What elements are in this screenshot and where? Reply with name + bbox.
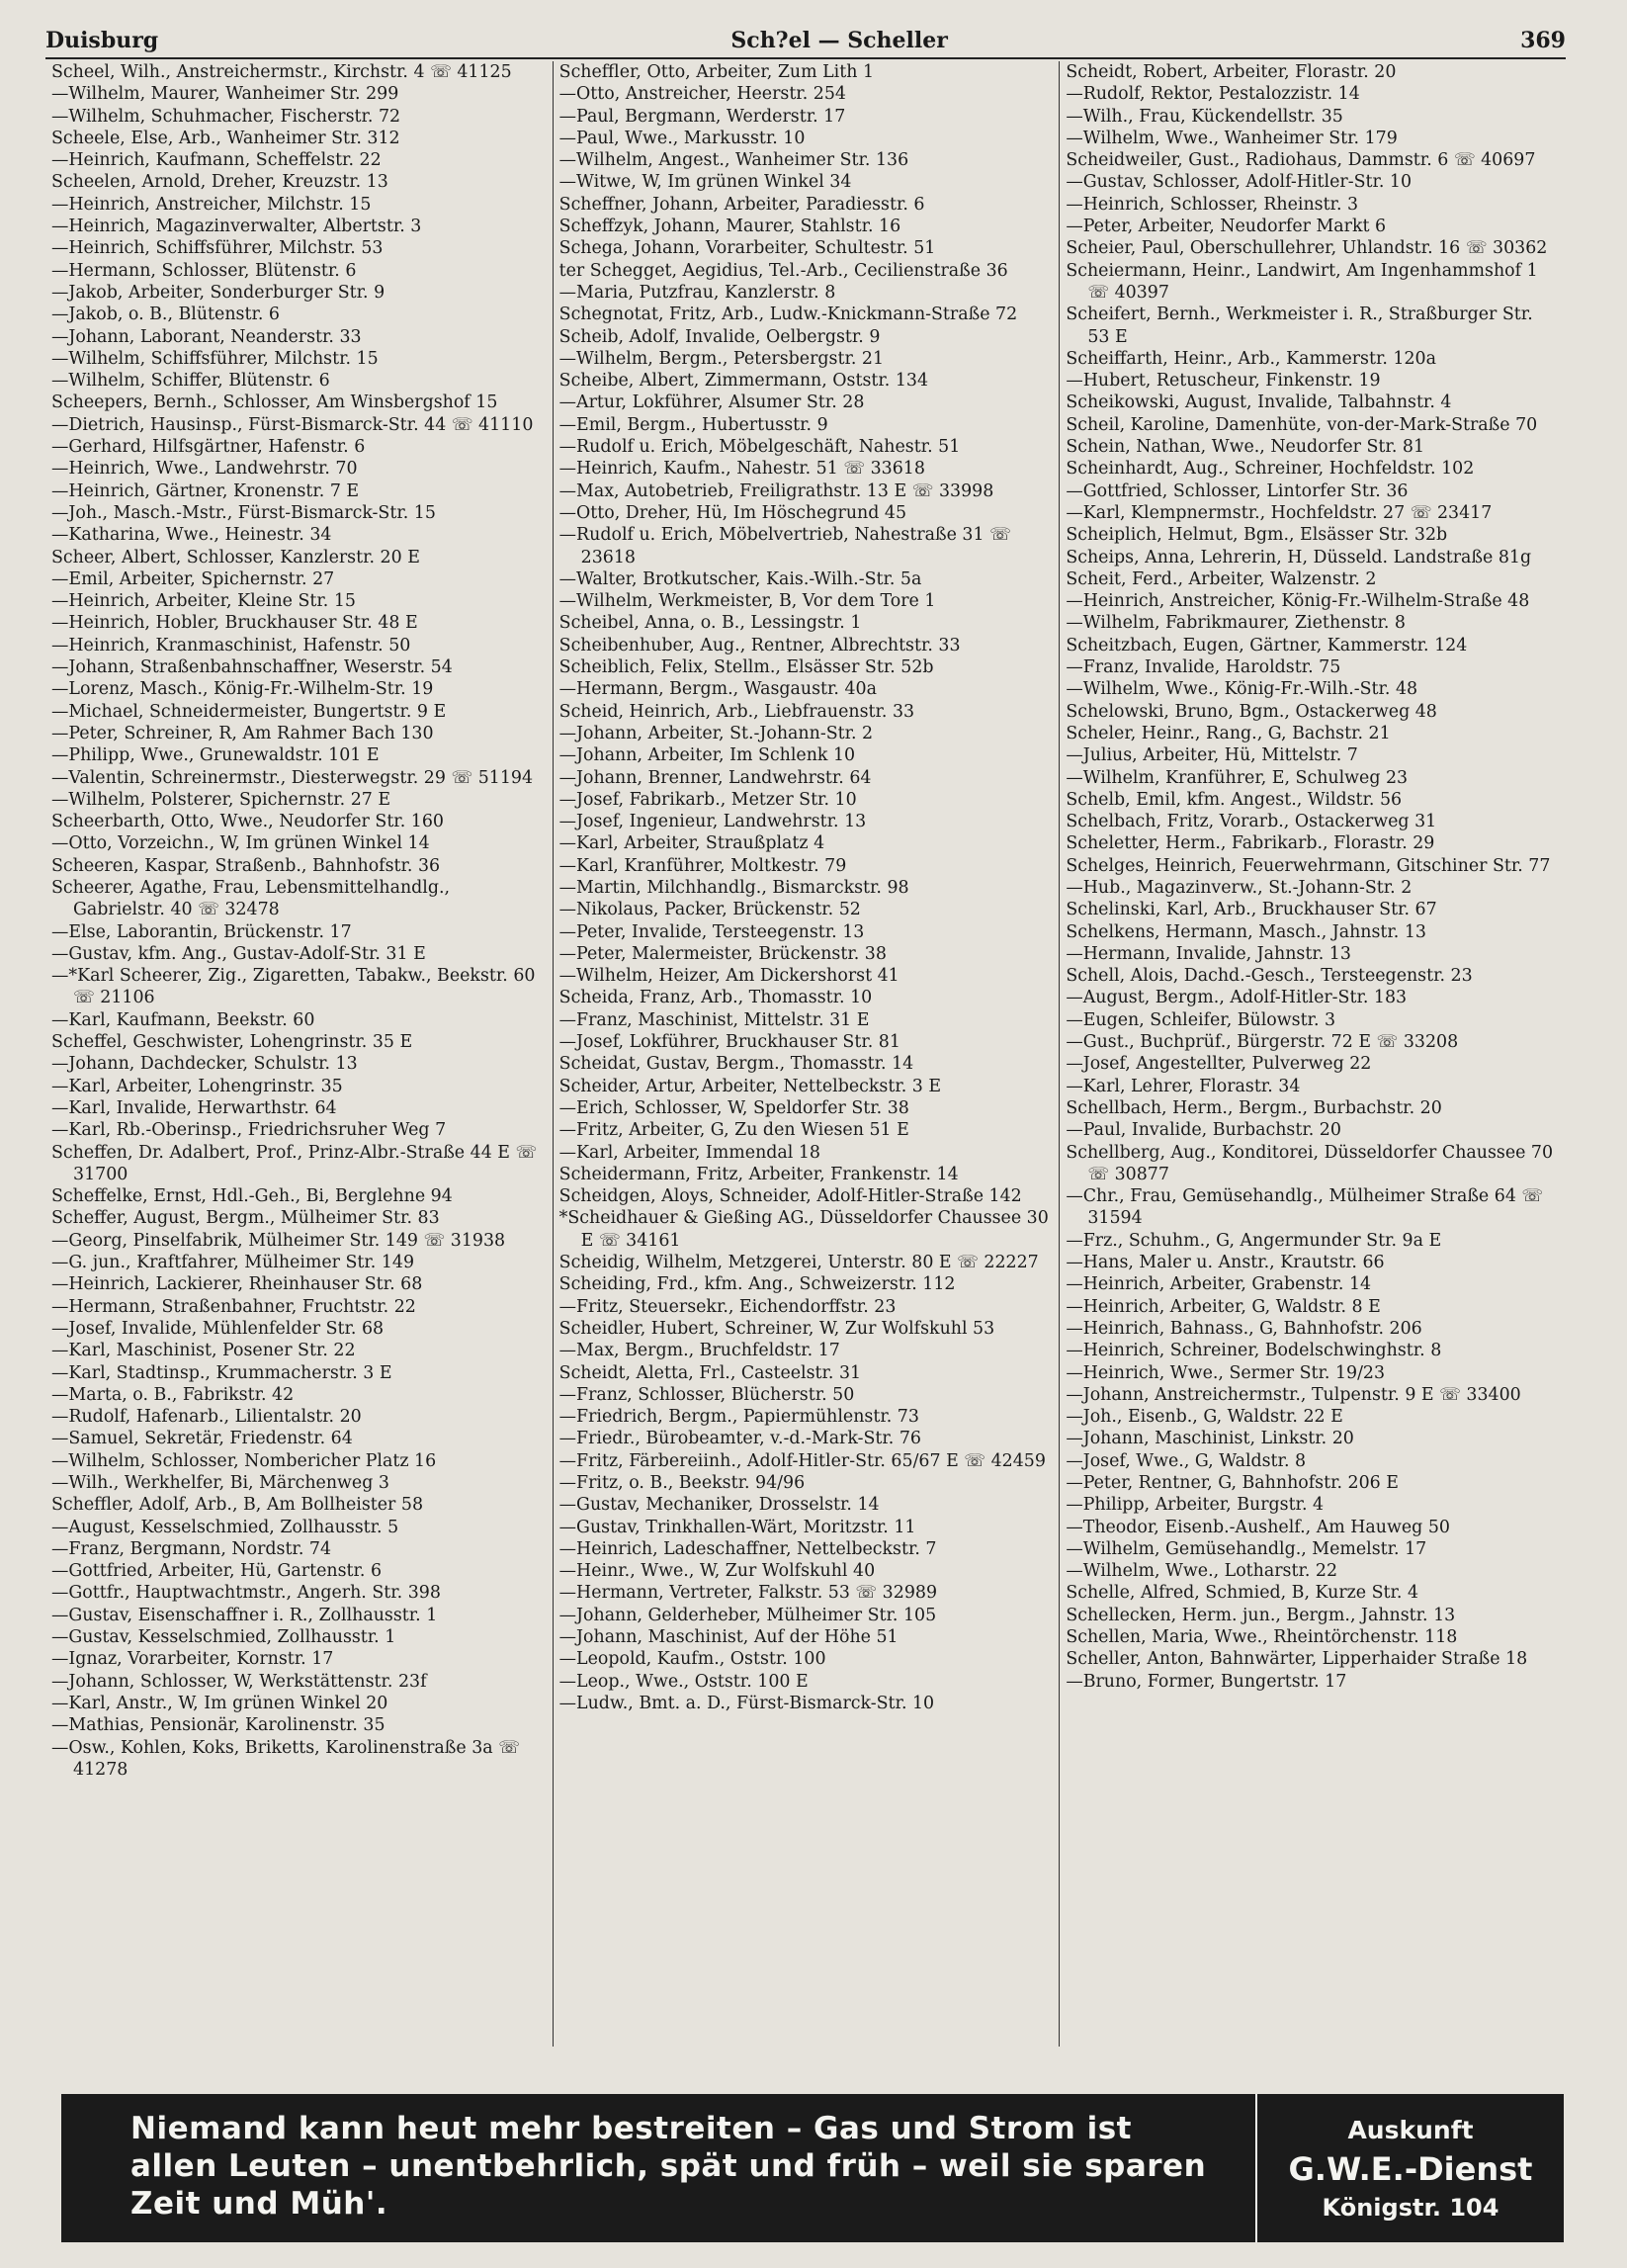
ad-contact-box: [1257, 2094, 1564, 2242]
directory-entry: —Gustav, Kesselschmied, Zollhausstr. 1: [51, 1627, 396, 1648]
directory-column-1: [45, 61, 553, 2047]
directory-entry: —Max, Bergm., Bruchfeldstr. 17: [558, 1341, 840, 1361]
directory-entry: Schein, Nathan, Wwe., Neudorfer Str. 81: [1066, 437, 1425, 458]
directory-entry: —Heinrich, Schlosser, Rheinstr. 3: [1066, 194, 1359, 215]
directory-entry: —Johann, Anstreichermstr., Tulpenstr. 9 E ☏ 33400: [1066, 1384, 1521, 1405]
directory-entry: —Mathias, Pensionär, Karolinenstr. 35: [51, 1715, 385, 1736]
directory-entry: Scheffzyk, Johann, Maurer, Stahlstr. 16: [558, 217, 901, 237]
directory-entry: —Friedrich, Bergm., Papiermühlenstr. 73: [558, 1407, 919, 1428]
directory-entry: —Emil, Arbeiter, Spichernstr. 27: [51, 568, 335, 589]
directory-entry: —Fritz, Steuersekr., Eichendorffstr. 23: [558, 1296, 897, 1317]
directory-entry: Scheletter, Herm., Fabrikarb., Florastr. 29: [1066, 833, 1435, 854]
directory-entry: —Karl, Arbeiter, Lohengrinstr. 35: [51, 1076, 343, 1096]
directory-entry: —Wilh., Werkhelfer, Bi, Märchenweg 3: [51, 1473, 389, 1493]
directory-entry: —Johann, Arbeiter, Im Schlenk 10: [558, 745, 856, 766]
directory-entry: Scheerbarth, Otto, Wwe., Neudorfer Str. 160: [51, 812, 444, 832]
directory-entry: —Rudolf, Hafenarb., Lilientalstr. 20: [51, 1407, 362, 1428]
directory-entry: —Otto, Anstreicher, Heerstr. 254: [558, 84, 846, 105]
directory-entry: ter Schegget, Aegidius, Tel.-Arb., Cecilienstraße 36: [558, 260, 1008, 281]
directory-entry: —Heinrich, Lackierer, Rheinhauser Str. 68: [51, 1274, 423, 1295]
directory-entry: —Max, Autobetrieb, Freiligrathstr. 13 E ☏ 33998: [558, 480, 994, 501]
directory-entry: Scheikowski, August, Invalide, Talbahnstr. 4: [1066, 393, 1452, 413]
advertisement-banner: [61, 2094, 1564, 2242]
directory-entry: —Heinrich, Arbeiter, Kleine Str. 15: [51, 591, 356, 612]
directory-entry: Scheida, Franz, Arb., Thomasstr. 10: [558, 988, 873, 1008]
directory-entry: —Johann, Gelderheber, Mülheimer Str. 105: [558, 1605, 937, 1625]
directory-entry: —Walter, Brotkutscher, Kais.-Wilh.-Str. 5a: [558, 568, 922, 589]
directory-entry: —Gottfried, Schlosser, Lintorfer Str. 36: [1066, 480, 1409, 501]
directory-entry: —Nikolaus, Packer, Brückenstr. 52: [558, 900, 861, 920]
directory-entry: Scheiffarth, Heinr., Arb., Kammerstr. 120a: [1066, 348, 1436, 369]
directory-entry: —Wilhelm, Wwe., Lotharstr. 22: [1066, 1561, 1338, 1582]
directory-entry: —Peter, Invalide, Tersteegenstr. 13: [558, 921, 865, 942]
directory-entry: —Karl, Kranführer, Moltkestr. 79: [558, 855, 847, 876]
directory-entry: Scheil, Karoline, Damenhüte, von-der-Mark-Straße 70: [1066, 414, 1538, 435]
directory-entry: —Peter, Malermeister, Brückenstr. 38: [558, 943, 887, 964]
directory-entry: Scheller, Anton, Bahnwärter, Lipperhaider Straße 18: [1066, 1649, 1528, 1670]
directory-entry: —Valentin, Schreinermstr., Diesterwegstr. 29 ☏ 51194: [51, 767, 534, 788]
directory-entry: Schelowski, Bruno, Bgm., Ostackerweg 48: [1066, 701, 1437, 722]
directory-entry: Scheer, Albert, Schlosser, Kanzlerstr. 20 E: [51, 547, 420, 567]
directory-entry: —Gerhard, Hilfsgärtner, Hafenstr. 6: [51, 437, 366, 458]
directory-entry: Scheibenhuber, Aug., Rentner, Albrechtstr. 33: [558, 635, 961, 655]
directory-entry: —Karl, Arbeiter, Immendal 18: [558, 1142, 820, 1163]
directory-entry: Scheel, Wilh., Anstreichermstr., Kirchstr. 4 ☏ 41125: [51, 62, 512, 82]
directory-entry: Scheib, Adolf, Invalide, Oelbergstr. 9: [558, 326, 881, 347]
directory-entry: Scheidat, Gustav, Bergm., Thomasstr. 14: [558, 1054, 914, 1075]
directory-entry: Scheidgen, Aloys, Schneider, Adolf-Hitler-Straße 142: [558, 1186, 1022, 1207]
directory-entry: —Osw., Kohlen, Koks, Briketts, Karolinenstraße 3a ☏ 41278: [51, 1737, 520, 1780]
directory-entry: —Heinrich, Hobler, Bruckhauser Str. 48 E: [51, 613, 418, 634]
directory-entry: —Chr., Frau, Gemüsehandlg., Mülheimer Straße 64 ☏ 31594: [1066, 1186, 1544, 1229]
directory-entry: —Friedr., Bürobeamter, v.-d.-Mark-Str. 76: [558, 1429, 921, 1449]
directory-entry: —Otto, Vorzeichn., W, Im grünen Winkel 14: [51, 833, 430, 854]
directory-entry: —Karl, Rb.-Oberinsp., Friedrichsruher Weg 7: [51, 1120, 447, 1141]
ad-contact-name: G.W.E.-Dienst: [1288, 2149, 1533, 2188]
directory-entry: —Josef, Angestellter, Pulverweg 22: [1066, 1054, 1372, 1075]
directory-entry: Scheibel, Anna, o. B., Lessingstr. 1: [558, 613, 862, 634]
directory-entry: —Heinrich, Bahnass., G, Bahnhofstr. 206: [1066, 1318, 1422, 1339]
directory-entry: —Gottfr., Hauptwachtmstr., Angerh. Str. 398: [51, 1583, 441, 1604]
directory-entry: —Heinrich, Schreiner, Bodelschwinghstr. 8: [1066, 1341, 1442, 1361]
directory-entry: —Rudolf u. Erich, Möbelgeschäft, Nahestr. 51: [558, 437, 961, 458]
directory-entry: Scheelen, Arnold, Dreher, Kreuzstr. 13: [51, 172, 388, 193]
directory-entry: —Franz, Maschinist, Mittelstr. 31 E: [558, 1009, 870, 1030]
directory-entry: —Katharina, Wwe., Heinestr. 34: [51, 525, 332, 546]
directory-entry: —Johann, Arbeiter, St.-Johann-Str. 2: [558, 723, 874, 743]
directory-entry: —Wilhelm, Gemüsehandlg., Memelstr. 17: [1066, 1538, 1427, 1559]
directory-entry: —Hub., Magazinverw., St.-Johann-Str. 2: [1066, 877, 1413, 898]
directory-entry: —Heinrich, Kaufm., Nahestr. 51 ☏ 33618: [558, 459, 925, 480]
directory-entry: Schellbach, Herm., Bergm., Burbachstr. 20: [1066, 1097, 1442, 1118]
directory-entry: —Josef, Ingenieur, Landwehrstr. 13: [558, 812, 867, 832]
directory-entry: —Witwe, W, Im grünen Winkel 34: [558, 172, 852, 193]
directory-entry: —Rudolf u. Erich, Möbelvertrieb, Nahestraße 31 ☏ 23618: [558, 525, 1011, 567]
directory-entry: —Philipp, Wwe., Grunewaldstr. 101 E: [51, 745, 380, 766]
directory-entry: Scheele, Else, Arb., Wanheimer Str. 312: [51, 128, 400, 148]
directory-entry: —Else, Laborantin, Brückenstr. 17: [51, 921, 352, 942]
directory-entry: —Heinrich, Arbeiter, Grabenstr. 14: [1066, 1274, 1372, 1295]
directory-entry: —Jakob, o. B., Blütenstr. 6: [51, 305, 280, 325]
directory-entry: Scheips, Anna, Lehrerin, H, Düsseld. Landstraße 81g: [1066, 547, 1532, 567]
directory-entry: *Scheidhauer & Gießing AG., Düsseldorfer Chaussee 30 E ☏ 34161: [558, 1208, 1049, 1251]
directory-entry: —Karl, Lehrer, Florastr. 34: [1066, 1076, 1301, 1096]
directory-entry: —Johann, Straßenbahnschaffner, Weserstr. 54: [51, 657, 453, 678]
directory-entry: Schellberg, Aug., Konditorei, Düsseldorfer Chaussee 70 ☏ 30877: [1066, 1142, 1554, 1184]
directory-entry: Schelbach, Fritz, Vorarb., Ostackerweg 31: [1066, 812, 1437, 832]
directory-entry: Scheffner, Johann, Arbeiter, Paradiesstr. 6: [558, 194, 925, 215]
directory-entry: Schell, Alois, Dachd.-Gesch., Tersteegenstr. 23: [1066, 966, 1473, 987]
directory-entry: Scheidig, Wilhelm, Metzgerei, Unterstr. 80 E ☏ 22227: [558, 1253, 1039, 1273]
directory-entry: —Gustav, kfm. Ang., Gustav-Adolf-Str. 31 E: [51, 943, 426, 964]
directory-entry: —Ignaz, Vorarbeiter, Kornstr. 17: [51, 1649, 334, 1670]
directory-entry: —Franz, Bergmann, Nordstr. 74: [51, 1538, 332, 1559]
directory-entry: Scheffen, Dr. Adalbert, Prof., Prinz-Albr.-Straße 44 E ☏ 31700: [51, 1142, 538, 1184]
directory-entry: —Heinrich, Magazinverwalter, Albertstr. 3: [51, 217, 422, 237]
directory-entry: Scheiplich, Helmut, Bgm., Elsässer Str. 32b: [1066, 525, 1448, 546]
directory-entry: —August, Bergm., Adolf-Hitler-Str. 183: [1066, 988, 1408, 1008]
directory-entry: —Frz., Schuhm., G, Angermunder Str. 9a E: [1066, 1230, 1442, 1251]
directory-entry: —Lorenz, Masch., König-Fr.-Wilhelm-Str. 19: [51, 679, 434, 700]
directory-entry: Scheeren, Kaspar, Straßenb., Bahnhofstr. 36: [51, 855, 441, 876]
directory-entry: —Gustav, Trinkhallen-Wärt, Moritzstr. 11: [558, 1517, 916, 1537]
directory-entry: —Wilhelm, Schiffsführer, Milchstr. 15: [51, 348, 379, 369]
directory-entry: —Joh., Eisenb., G, Waldstr. 22 E: [1066, 1407, 1343, 1428]
directory-entry: —Johann, Laborant, Neanderstr. 33: [51, 326, 362, 347]
directory-entry: Scheepers, Bernh., Schlosser, Am Winsbergshof 15: [51, 393, 498, 413]
directory-entry: —Hans, Maler u. Anstr., Krautstr. 66: [1066, 1253, 1385, 1273]
directory-entry: —Heinrich, Gärtner, Kronenstr. 7 E: [51, 480, 360, 501]
directory-entry: Schelinski, Karl, Arb., Bruckhauser Str. 67: [1066, 900, 1437, 920]
directory-entry: Scheffel, Geschwister, Lohengrinstr. 35 E: [51, 1032, 413, 1053]
directory-entry: —Karl, Klempnermstr., Hochfeldstr. 27 ☏ 23417: [1066, 502, 1493, 523]
page-header: [45, 18, 1566, 59]
directory-entry: —Leopold, Kaufm., Oststr. 100: [558, 1649, 826, 1670]
directory-entry: Scheibe, Albert, Zimmermann, Oststr. 134: [558, 371, 929, 392]
directory-entry: —Gustav, Eisenschaffner i. R., Zollhausstr. 1: [51, 1605, 438, 1625]
directory-entry: —Dietrich, Hausinsp., Fürst-Bismarck-Str. 44 ☏ 41110: [51, 414, 534, 435]
directory-entry: Scheit, Ferd., Arbeiter, Walzenstr. 2: [1066, 568, 1377, 589]
directory-entry: —Peter, Schreiner, R, Am Rahmer Bach 130: [51, 723, 434, 743]
directory-entry: Schellecken, Herm. jun., Bergm., Jahnstr. 13: [1066, 1605, 1456, 1625]
directory-entry: —Josef, Invalide, Mühlenfelder Str. 68: [51, 1318, 385, 1339]
directory-entry: —Karl, Stadtinsp., Krummacherstr. 3 E: [51, 1362, 392, 1383]
directory-entry: —Maria, Putzfrau, Kanzlerstr. 8: [558, 282, 836, 303]
directory-entry: —Artur, Lokführer, Alsumer Str. 28: [558, 393, 865, 413]
name-range: Sch?el — Scheller: [730, 28, 948, 53]
directory-entry: —Hermann, Vertreter, Falkstr. 53 ☏ 32989: [558, 1583, 938, 1604]
directory-entry: Scheidweiler, Gust., Radiohaus, Dammstr. 6 ☏ 40697: [1066, 150, 1536, 171]
directory-entry: —Gust., Buchprüf., Bürgerstr. 72 E ☏ 33208: [1066, 1032, 1459, 1053]
directory-entry: —Samuel, Sekretär, Friedenstr. 64: [51, 1429, 353, 1449]
directory-column-3: [1059, 61, 1566, 2047]
directory-entry: —Heinrich, Wwe., Landwehrstr. 70: [51, 459, 358, 480]
directory-entry: —Karl, Anstr., W, Im grünen Winkel 20: [51, 1693, 388, 1713]
city-name: Duisburg: [45, 28, 159, 53]
directory-entry: —Heinrich, Anstreicher, Milchstr. 15: [51, 194, 372, 215]
directory-entry: —Julius, Arbeiter, Hü, Mittelstr. 7: [1066, 745, 1358, 766]
directory-entry: —Jakob, Arbeiter, Sonderburger Str. 9: [51, 282, 385, 303]
page-number: 369: [1520, 28, 1566, 53]
directory-entry: —Karl, Invalide, Herwarthstr. 64: [51, 1097, 337, 1118]
directory-entry: —Marta, o. B., Fabrikstr. 42: [51, 1384, 295, 1405]
directory-entry: —Wilhelm, Kranführer, E, Schulweg 23: [1066, 767, 1409, 788]
directory-entry: —Peter, Rentner, G, Bahnhofstr. 206 E: [1066, 1473, 1399, 1493]
directory-entry: Scheider, Artur, Arbeiter, Nettelbeckstr. 3 E: [558, 1076, 942, 1096]
directory-entry: Scheier, Paul, Oberschullehrer, Uhlandstr. 16 ☏ 30362: [1066, 238, 1548, 259]
directory-entry: —Philipp, Arbeiter, Burgstr. 4: [1066, 1495, 1325, 1516]
directory-entry: —Hermann, Straßenbahner, Fruchtstr. 22: [51, 1296, 416, 1317]
directory-entry: —Hermann, Schlosser, Blütenstr. 6: [51, 260, 357, 281]
directory-entry: Scheidler, Hubert, Schreiner, W, Zur Wolfskuhl 53: [558, 1318, 995, 1339]
directory-entry: —Paul, Invalide, Burbachstr. 20: [1066, 1120, 1341, 1141]
directory-entry: —Johann, Schlosser, W, Werkstättenstr. 23f: [51, 1671, 427, 1692]
directory-entry: Schelle, Alfred, Schmied, B, Kurze Str. 4: [1066, 1583, 1419, 1604]
directory-entry: —Wilhelm, Fabrikmaurer, Ziethenstr. 8: [1066, 613, 1406, 634]
directory-entry: Scheler, Heinr., Rang., G, Bachstr. 21: [1066, 723, 1391, 743]
directory-entry: —Franz, Invalide, Haroldstr. 75: [1066, 657, 1341, 678]
directory-entry: —Hermann, Bergm., Wasgaustr. 40a: [558, 679, 877, 700]
directory-entry: —Fritz, o. B., Beekstr. 94/96: [558, 1473, 806, 1493]
directory-entry: Schelkens, Hermann, Masch., Jahnstr. 13: [1066, 921, 1426, 942]
directory-entry: —Johann, Brenner, Landwehrstr. 64: [558, 767, 872, 788]
directory-entry: Scheffelke, Ernst, Hdl.-Geh., Bi, Berglehne 94: [51, 1186, 453, 1207]
directory-entry: —Heinrich, Wwe., Sermer Str. 19/23: [1066, 1362, 1386, 1383]
directory-entry: —Wilh., Frau, Kückendellstr. 35: [1066, 106, 1343, 127]
directory-entry: —Heinrich, Kranmaschinist, Hafenstr. 50: [51, 635, 411, 655]
directory-entry: —Karl, Maschinist, Posener Str. 22: [51, 1341, 356, 1361]
directory-entry: —Emil, Bergm., Hubertusstr. 9: [558, 414, 828, 435]
directory-entry: —Johann, Maschinist, Linkstr. 20: [1066, 1429, 1354, 1449]
directory-entry: —Heinrich, Ladeschaffner, Nettelbeckstr. 7: [558, 1538, 937, 1559]
directory-entry: Scheitzbach, Eugen, Gärtner, Kammerstr. 124: [1066, 635, 1468, 655]
directory-entry: —Martin, Milchhandlg., Bismarckstr. 98: [558, 877, 909, 898]
directory-entry: Scheffler, Otto, Arbeiter, Zum Lith 1: [558, 62, 875, 82]
directory-entry: Scheidt, Aletta, Frl., Casteelstr. 31: [558, 1362, 862, 1383]
directory-entry: —Ludw., Bmt. a. D., Fürst-Bismarck-Str. 10: [558, 1693, 935, 1713]
directory-entry: —Wilhelm, Maurer, Wanheimer Str. 299: [51, 84, 399, 105]
directory-entry: —Hermann, Invalide, Jahnstr. 13: [1066, 943, 1351, 964]
directory-entry: —Gustav, Mechaniker, Drosselstr. 14: [558, 1495, 880, 1516]
directory-entry: —Michael, Schneidermeister, Bungertstr. 9 E: [51, 701, 447, 722]
directory-entry: —Josef, Wwe., G, Waldstr. 8: [1066, 1450, 1307, 1471]
directory-entry: —Gottfried, Arbeiter, Hü, Gartenstr. 6: [51, 1561, 383, 1582]
directory-entry: —Franz, Schlosser, Blücherstr. 50: [558, 1384, 855, 1405]
directory-entry: Scheffer, August, Bergm., Mülheimer Str. 83: [51, 1208, 440, 1229]
directory-entry: Scheifert, Bernh., Werkmeister i. R., Straßburger Str. 53 E: [1066, 305, 1533, 347]
directory-entry: —Heinr., Wwe., W, Zur Wolfskuhl 40: [558, 1561, 876, 1582]
directory-entry: —Wilhelm, Bergm., Petersbergstr. 21: [558, 348, 885, 369]
directory-entry: —Bruno, Former, Bungertstr. 17: [1066, 1671, 1347, 1692]
directory-entry: —Wilhelm, Wwe., Wanheimer Str. 179: [1066, 128, 1398, 148]
directory-entry: —Josef, Lokführer, Bruckhauser Str. 81: [558, 1032, 900, 1053]
directory-entry: Scheerer, Agathe, Frau, Lebensmittelhandlg., Gabrielstr. 40 ☏ 32478: [51, 877, 451, 920]
directory-entry: —Wilhelm, Heizer, Am Dickershorst 41: [558, 966, 899, 987]
directory-entry: —Gustav, Schlosser, Adolf-Hitler-Str. 10: [1066, 172, 1413, 193]
directory-entry: —Rudolf, Rektor, Pestalozzistr. 14: [1066, 84, 1360, 105]
directory-entry: —Heinrich, Anstreicher, König-Fr.-Wilhelm-Straße 48: [1066, 591, 1530, 612]
directory-entry: —Leop., Wwe., Oststr. 100 E: [558, 1671, 809, 1692]
directory-entry: Scheid, Heinrich, Arb., Liebfrauenstr. 33: [558, 701, 915, 722]
directory-entry: —Heinrich, Kaufmann, Scheffelstr. 22: [51, 150, 382, 171]
directory-entry: —G. jun., Kraftfahrer, Mülheimer Str. 149: [51, 1253, 415, 1273]
directory-columns: [45, 61, 1566, 2047]
directory-entry: —Eugen, Schleifer, Bülowstr. 3: [1066, 1009, 1336, 1030]
directory-entry: —Peter, Arbeiter, Neudorfer Markt 6: [1066, 217, 1387, 237]
directory-entry: Scheidt, Robert, Arbeiter, Florastr. 20: [1066, 62, 1397, 82]
directory-entry: —August, Kesselschmied, Zollhausstr. 5: [51, 1517, 399, 1537]
directory-entry: —Hubert, Retuscheur, Finkenstr. 19: [1066, 371, 1381, 392]
directory-entry: —Wilhelm, Schlosser, Nombericher Platz 16: [51, 1450, 437, 1471]
directory-entry: —Karl, Arbeiter, Straußplatz 4: [558, 833, 825, 854]
directory-entry: —Joh., Masch.-Mstr., Fürst-Bismarck-Str. 15: [51, 502, 436, 523]
directory-entry: —Karl, Kaufmann, Beekstr. 60: [51, 1009, 315, 1030]
directory-entry: —Paul, Wwe., Markusstr. 10: [558, 128, 806, 148]
directory-entry: Schegnotat, Fritz, Arb., Ludw.-Knickmann-Straße 72: [558, 305, 1018, 325]
directory-entry: —Wilhelm, Schuhmacher, Fischerstr. 72: [51, 106, 401, 127]
directory-entry: —Paul, Bergmann, Werderstr. 17: [558, 106, 846, 127]
directory-entry: Scheffler, Adolf, Arb., B, Am Bollheister 58: [51, 1495, 424, 1516]
ad-contact-address: Königstr. 104: [1322, 2193, 1499, 2222]
directory-entry: —Johann, Maschinist, Auf der Höhe 51: [558, 1627, 899, 1648]
directory-entry: Schega, Johann, Vorarbeiter, Schultestr. 51: [558, 238, 936, 259]
directory-entry: Scheiding, Frd., kfm. Ang., Schweizerstr. 112: [558, 1274, 956, 1295]
ad-slogan: Niemand kann heut mehr bestreiten – Gas und Strom ist allen Leuten – unentbehrlich, spät und früh – weil sie sparen Zeit und Müh'.: [61, 2094, 1257, 2242]
directory-entry: Scheidermann, Fritz, Arbeiter, Frankenstr. 14: [558, 1164, 959, 1184]
directory-entry: —Wilhelm, Polsterer, Spichernstr. 27 E: [51, 789, 391, 810]
directory-entry: —Heinrich, Arbeiter, G, Waldstr. 8 E: [1066, 1296, 1381, 1317]
directory-entry: —Wilhelm, Wwe., König-Fr.-Wilh.-Str. 48: [1066, 679, 1418, 700]
directory-entry: —Theodor, Eisenb.-Aushelf., Am Hauweg 50: [1066, 1517, 1450, 1537]
directory-entry: Scheiblich, Felix, Stellm., Elsässer Str. 52b: [558, 657, 934, 678]
directory-entry: —Johann, Dachdecker, Schulstr. 13: [51, 1054, 358, 1075]
directory-entry: —Erich, Schlosser, W, Speldorfer Str. 38: [558, 1097, 909, 1118]
directory-entry: —Wilhelm, Werkmeister, B, Vor dem Tore 1: [558, 591, 936, 612]
directory-entry: Schellen, Maria, Wwe., Rheintörchenstr. 118: [1066, 1627, 1458, 1648]
directory-entry: —Fritz, Färbereiinh., Adolf-Hitler-Str. 65/67 E ☏ 42459: [558, 1450, 1046, 1471]
directory-entry: —Josef, Fabrikarb., Metzer Str. 10: [558, 789, 857, 810]
directory-entry: Scheiermann, Heinr., Landwirt, Am Ingenhammshof 1 ☏ 40397: [1066, 260, 1538, 303]
directory-entry: Schelges, Heinrich, Feuerwehrmann, Gitschiner Str. 77: [1066, 855, 1551, 876]
directory-entry: —Wilhelm, Angest., Wanheimer Str. 136: [558, 150, 909, 171]
directory-entry: Schelb, Emil, kfm. Angest., Wildstr. 56: [1066, 789, 1403, 810]
directory-column-2: [553, 61, 1060, 2047]
ad-contact-label: Auskunft: [1347, 2115, 1474, 2144]
directory-entry: Scheinhardt, Aug., Schreiner, Hochfeldstr. 102: [1066, 459, 1475, 480]
directory-entry: —Otto, Dreher, Hü, Im Höschegrund 45: [558, 502, 907, 523]
directory-entry: —Fritz, Arbeiter, G, Zu den Wiesen 51 E: [558, 1120, 909, 1141]
directory-entry: —*Karl Scheerer, Zig., Zigaretten, Tabakw., Beekstr. 60 ☏ 21106: [51, 966, 536, 1008]
directory-entry: —Georg, Pinselfabrik, Mülheimer Str. 149 ☏ 31938: [51, 1230, 506, 1251]
directory-entry: —Heinrich, Schiffsführer, Milchstr. 53: [51, 238, 384, 259]
directory-entry: —Wilhelm, Schiffer, Blütenstr. 6: [51, 371, 330, 392]
